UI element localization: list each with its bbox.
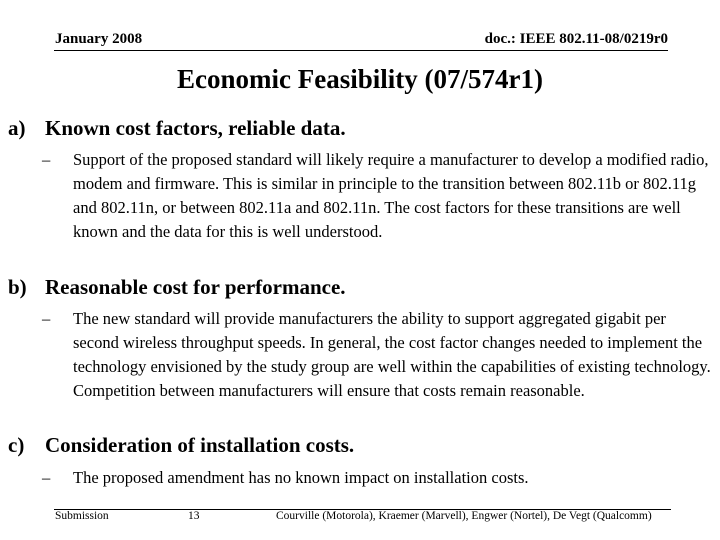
footer-page-number: 13 xyxy=(188,510,200,522)
section-heading-a xyxy=(8,116,346,141)
section-heading-text: Known cost factors, reliable data. xyxy=(45,116,346,140)
bullet-dash: – xyxy=(42,150,51,169)
bullet-text: Support of the proposed standard will likely require a manufacturer to develop a modified radio, modem and firmware. This is similar in principle to the transition between 802.11b or 802.11g and 802.11n, or between 802.11a and 802.11n. The cost factors for these transitions are well known and the data for this is well understood. xyxy=(73,150,709,241)
bullet-text: The new standard will provide manufacturers the ability to support aggregated gigabit per second wireless throughput speeds. In general, the cost factor changes needed to implement the technology envisioned by the study group are well within the capabilities of existing technology. Competition between manufacturers will ensure that costs remain reasonable. xyxy=(73,309,711,400)
header-date: January 2008 xyxy=(55,31,143,47)
section-heading-b xyxy=(8,275,346,300)
bullet-dash: – xyxy=(42,468,51,487)
footer-submission: Submission xyxy=(55,510,109,522)
section-label: c) xyxy=(8,433,25,457)
section-heading-text: Consideration of installation costs. xyxy=(45,433,355,457)
footer-authors: Courville (Motorola), Kraemer (Marvell), Engwer (Nortel), De Vegt (Qualcomm) xyxy=(276,510,652,522)
section-label: a) xyxy=(8,116,26,140)
section-label: b) xyxy=(8,275,27,299)
section-heading-text: Reasonable cost for performance. xyxy=(45,275,346,299)
header-doc-id: doc.: IEEE 802.11-08/0219r0 xyxy=(484,31,668,47)
bullet-text: The proposed amendment has no known impact on installation costs. xyxy=(73,468,529,487)
slide-title: Economic Feasibility (07/574r1) xyxy=(177,64,543,94)
bullet-dash: – xyxy=(42,309,51,328)
section-heading-c xyxy=(8,433,354,458)
header-rule xyxy=(54,50,668,51)
